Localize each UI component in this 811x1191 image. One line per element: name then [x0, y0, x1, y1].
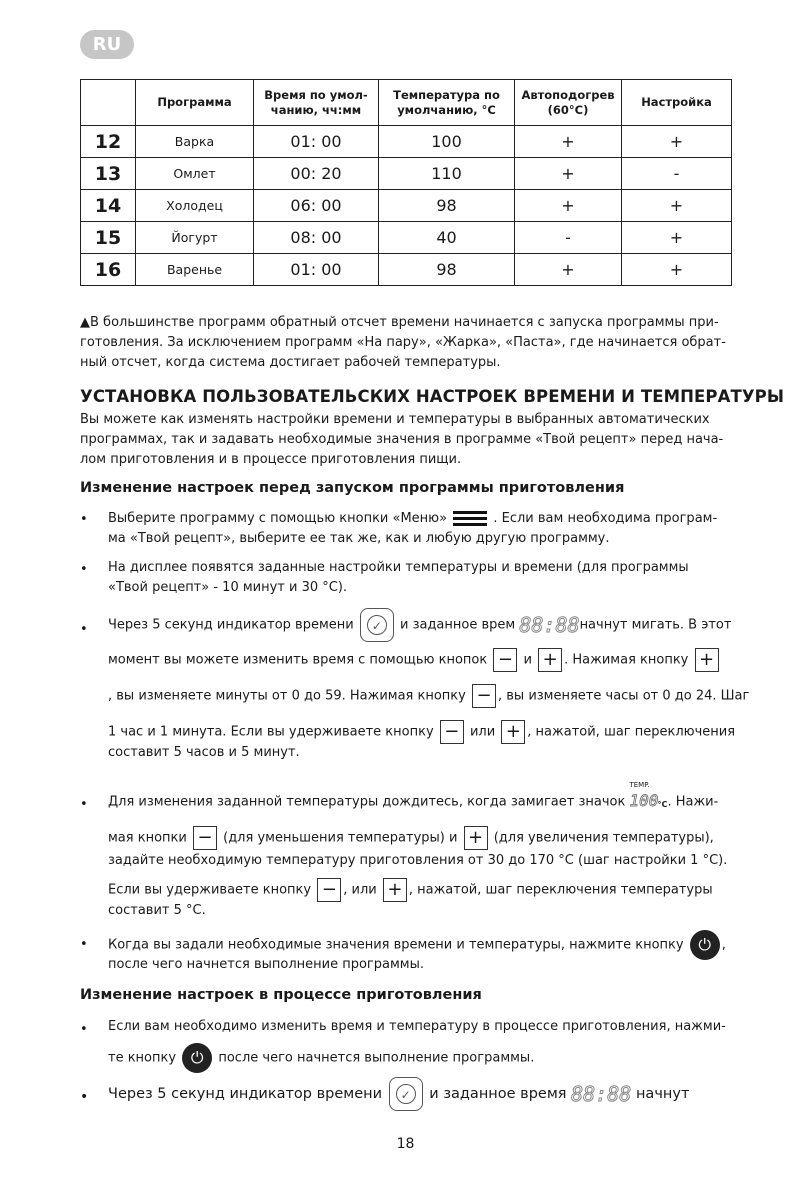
bullet: •	[80, 512, 88, 527]
bullet-line	[108, 508, 717, 529]
text: Для изменения заданной температуры дождитесь, когда замигает значок	[108, 794, 626, 810]
subsection-title-during: Изменение настроек в процессе приготовления	[80, 987, 482, 1003]
power-icon: ⏻	[690, 930, 720, 960]
bullet-line	[108, 878, 713, 902]
minus-icon: −	[493, 648, 517, 672]
bullet-line: составит 5 °C.	[108, 903, 206, 918]
bullet-line: Если вам необходимо изменить время и температуру в процессе приготовления, нажми-	[108, 1019, 726, 1034]
power-icon: ⏻	[182, 1043, 212, 1073]
intro-line: Вы можете как изменять настройки времени и температуры в выбранных автоматических	[80, 412, 710, 427]
bullet-line	[108, 1077, 689, 1111]
temperature-indicator-icon	[629, 781, 668, 815]
bullet: •	[80, 562, 88, 577]
table-header-cell: Программа	[136, 80, 254, 126]
text: Если вы удерживаете кнопку	[108, 882, 312, 898]
row-temp: 100	[379, 126, 515, 158]
plus-icon: +	[464, 826, 488, 850]
text: начнут мигать. В этот	[579, 617, 732, 633]
row-adjust: +	[622, 190, 732, 222]
table-header-cell	[81, 80, 136, 126]
table-header-cell: Настройка	[622, 80, 732, 126]
table-header-row	[81, 80, 732, 126]
text: Когда вы задали необходимые значения времени и температуры, нажмите кнопку	[108, 937, 684, 953]
bullet: •	[80, 622, 88, 637]
row-time: 01: 00	[254, 254, 379, 286]
bullet-line	[108, 684, 749, 708]
bullet: •	[80, 797, 88, 812]
row-adjust: -	[622, 158, 732, 190]
row-temp: 98	[379, 254, 515, 286]
bullet: •	[80, 937, 88, 952]
text: (для увеличения температуры),	[493, 830, 714, 846]
page-number: 18	[396, 1136, 415, 1152]
text: , нажатой, шаг переключения температуры	[408, 882, 713, 898]
text: или	[469, 724, 496, 740]
table-row	[81, 158, 732, 190]
row-auto: +	[515, 126, 622, 158]
row-time: 01: 00	[254, 126, 379, 158]
intro-line: лом приготовления и в процессе приготовления пищи.	[80, 452, 462, 467]
bullet-line	[108, 648, 721, 672]
table-row	[81, 254, 732, 286]
text: и заданное врем	[399, 617, 516, 633]
section-intro	[80, 410, 730, 470]
clock-icon	[389, 1077, 423, 1111]
row-auto: +	[515, 190, 622, 222]
minus-icon: −	[193, 826, 217, 850]
bullet-line	[108, 1043, 534, 1073]
table-row	[81, 126, 732, 158]
bullet-line	[108, 720, 735, 744]
text: , вы изменяете минуты от 0 до 59. Нажимая кнопку	[108, 688, 466, 704]
row-program: Варенье	[136, 254, 254, 286]
row-adjust: +	[622, 254, 732, 286]
text: (для уменьшения температуры) и	[223, 830, 458, 846]
row-auto: +	[515, 254, 622, 286]
row-number: 15	[81, 222, 136, 254]
temp-label: TEMP.	[629, 781, 650, 789]
table-header-cell	[515, 80, 622, 126]
note-line: готовления. За исключением программ «На пару», «Жарка», «Паста», где начинается обрат-	[80, 335, 726, 350]
row-temp: 40	[379, 222, 515, 254]
plus-icon: +	[538, 648, 562, 672]
table-header-cell	[254, 80, 379, 126]
header-auto: Автоподогрев (60°C)	[521, 87, 615, 117]
bullet-line: составит 5 часов и 5 минут.	[108, 745, 300, 760]
language-badge: RU	[80, 30, 134, 59]
countdown-note	[80, 313, 728, 373]
table-row	[81, 190, 732, 222]
text: , или	[343, 882, 377, 898]
section-title: УСТАНОВКА ПОЛЬЗОВАТЕЛЬСКИХ НАСТРОЕК ВРЕМЕНИ И ТЕМПЕРАТУРЫ	[80, 387, 785, 406]
bullet-line: ма «Твой рецепт», выберите ее так же, как и любую другую программу.	[108, 531, 610, 546]
program-table	[80, 79, 732, 286]
time-display: 88:88	[571, 1082, 632, 1106]
row-number: 14	[81, 190, 136, 222]
bullet-line	[108, 781, 719, 815]
plus-icon: +	[695, 648, 719, 672]
text: . Нажи-	[667, 794, 719, 810]
note-line: ▲В большинстве программ обратный отсчет времени начинается с запуска программы при-	[80, 315, 719, 330]
row-number: 12	[81, 126, 136, 158]
minus-icon: −	[440, 720, 464, 744]
time-display: 88:88	[519, 613, 580, 637]
bullet-line: после чего начнется выполнение программы.	[108, 957, 424, 972]
header-time: Время по умол- чанию, чч:мм	[264, 87, 368, 117]
bullet: •	[80, 1022, 88, 1037]
minus-icon: −	[472, 684, 496, 708]
header-temp: Температура по умолчанию, °C	[393, 87, 500, 117]
text: начнут	[635, 1086, 690, 1102]
row-number: 16	[81, 254, 136, 286]
clock-icon	[360, 608, 394, 642]
row-temp: 98	[379, 190, 515, 222]
text: . Если вам необходима програм-	[493, 511, 718, 526]
row-number: 13	[81, 158, 136, 190]
text: и	[523, 652, 532, 668]
text: . Нажимая кнопку	[564, 652, 689, 668]
text: и заданное время	[429, 1086, 567, 1102]
note-line: ный отсчет, когда система достигает рабочей температуры.	[80, 355, 501, 370]
text: 1 час и 1 минута. Если вы удерживаете кнопку	[108, 724, 434, 740]
row-program: Йогурт	[136, 222, 254, 254]
temp-display: 100	[629, 791, 659, 810]
text: Через 5 секунд индикатор времени	[108, 617, 354, 633]
plus-icon: +	[501, 720, 525, 744]
text: Через 5 секунд индикатор времени	[108, 1086, 383, 1102]
row-auto: -	[515, 222, 622, 254]
bullet-line	[108, 826, 714, 850]
text: мая кнопки	[108, 830, 187, 846]
bullet-line: «Твой рецепт» - 10 минут и 30 °C).	[108, 580, 348, 595]
row-time: 00: 20	[254, 158, 379, 190]
row-adjust: +	[622, 222, 732, 254]
row-adjust: +	[622, 126, 732, 158]
row-auto: +	[515, 158, 622, 190]
row-program: Омлет	[136, 158, 254, 190]
subsection-title-before: Изменение настроек перед запуском программы приготовления	[80, 480, 625, 496]
text: после чего начнется выполнение программы.	[218, 1050, 535, 1066]
bullet-line: На дисплее появятся заданные настройки температуры и времени (для программы	[108, 560, 689, 575]
row-temp: 110	[379, 158, 515, 190]
minus-icon: −	[317, 878, 341, 902]
table-row	[81, 222, 732, 254]
row-time: 06: 00	[254, 190, 379, 222]
bullet-line	[108, 608, 731, 642]
text: Выберите программу с помощью кнопки «Меню»	[108, 511, 448, 526]
menu-icon	[453, 508, 487, 529]
text: , нажатой, шаг переключения	[527, 724, 736, 740]
plus-icon: +	[383, 878, 407, 902]
text: момент вы можете изменить время с помощью кнопок	[108, 652, 488, 668]
table-header-cell	[379, 80, 515, 126]
text: ,	[721, 937, 726, 953]
text: те кнопку	[108, 1050, 177, 1066]
bullet: •	[80, 1089, 89, 1105]
intro-line: программах, так и задавать необходимые значения в программе «Твой рецепт» перед нача-	[80, 432, 724, 447]
row-time: 08: 00	[254, 222, 379, 254]
temp-unit: °C	[657, 800, 668, 809]
row-program: Варка	[136, 126, 254, 158]
text: , вы изменяете часы от 0 до 24. Шаг	[498, 688, 750, 704]
bullet-line: задайте необходимую температуру приготовления от 30 до 170 °C (шаг настройки 1 °C).	[108, 853, 728, 868]
row-program: Холодец	[136, 190, 254, 222]
